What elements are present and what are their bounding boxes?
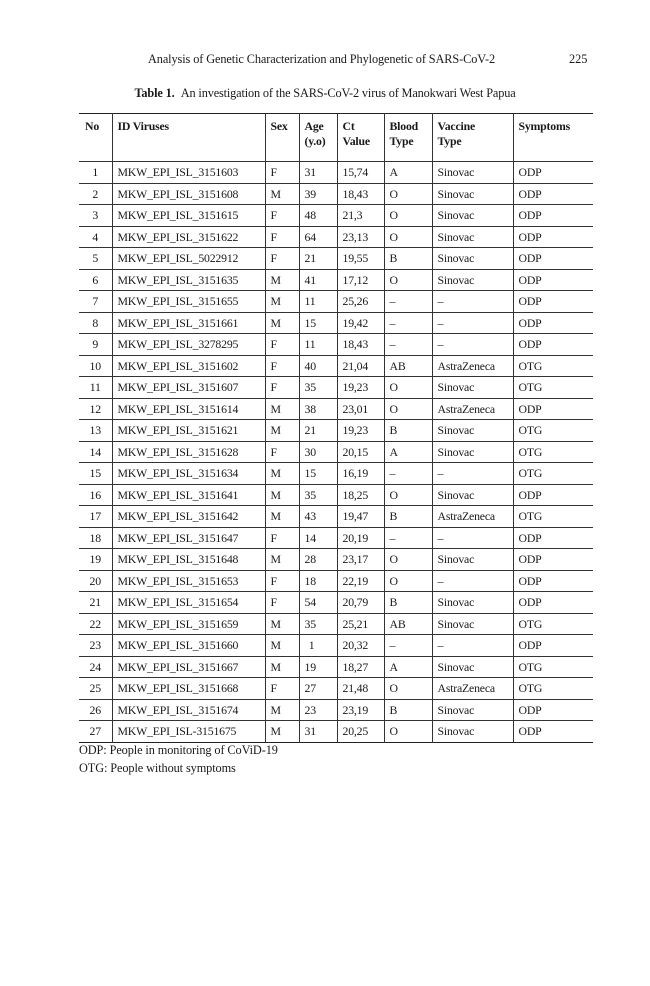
cell-sex: M [265,506,299,528]
cell-symptoms: ODP [513,162,593,184]
cell-sex: M [265,635,299,657]
cell-age: 39 [299,183,337,205]
cell-blood-type: A [384,656,432,678]
cell-sex: M [265,484,299,506]
table-row [79,506,593,528]
table-row [79,570,593,592]
column-header-line1: Vaccine [437,119,475,133]
cell-vaccine-type: – [432,334,513,356]
cell-symptoms: ODP [513,334,593,356]
table-row [79,441,593,463]
cell-blood-type: O [384,484,432,506]
cell-symptoms: ODP [513,269,593,291]
cell-age: 40 [299,355,337,377]
cell-id-viruses: MKW_EPI_ISL_3151634 [112,463,265,485]
cell-sex: F [265,592,299,614]
cell-symptoms: ODP [513,592,593,614]
cell-blood-type: AB [384,355,432,377]
cell-id-viruses: MKW_EPI_ISL_3151603 [112,162,265,184]
table-row [79,656,593,678]
table-row [79,398,593,420]
cell-ct-value: 21,3 [337,205,384,227]
cell-vaccine-type: Sinovac [432,656,513,678]
cell-age: 23 [299,699,337,721]
cell-vaccine-type: AstraZeneca [432,355,513,377]
column-header-symptoms [513,114,593,162]
cell-age: 19 [299,656,337,678]
table-notes [79,741,278,777]
cell-age: 38 [299,398,337,420]
cell-age: 43 [299,506,337,528]
cell-ct-value: 23,01 [337,398,384,420]
cell-blood-type: O [384,183,432,205]
cell-blood-type: A [384,162,432,184]
cell-vaccine-type: AstraZeneca [432,678,513,700]
cell-symptoms: ODP [513,570,593,592]
cell-age: 64 [299,226,337,248]
cell-vaccine-type: – [432,463,513,485]
cell-age: 31 [299,162,337,184]
cell-id-viruses: MKW_EPI_ISL_5022912 [112,248,265,270]
cell-id-viruses: MKW_EPI_ISL_3151667 [112,656,265,678]
cell-symptoms: OTG [513,613,593,635]
cell-vaccine-type: Sinovac [432,420,513,442]
cell-age: 1 [299,635,337,657]
cell-no: 15 [89,466,101,480]
cell-blood-type: O [384,269,432,291]
cell-blood-type: – [384,527,432,549]
cell-id-viruses: MKW_EPI_ISL_3151642 [112,506,265,528]
cell-no: 22 [89,616,101,631]
cell-no: 23 [89,638,101,652]
table-row [79,699,593,721]
cell-ct-value: 21,48 [337,678,384,700]
cell-no: 17 [89,509,101,523]
cell-vaccine-type: AstraZeneca [432,398,513,420]
cell-blood-type: O [384,721,432,743]
cell-no: 14 [89,444,101,459]
cell-id-viruses: MKW_EPI_ISL_3151668 [112,678,265,700]
cell-no: 16 [89,487,101,502]
cell-ct-value: 23,17 [337,549,384,571]
cell-age: 35 [299,484,337,506]
cell-sex: M [265,420,299,442]
cell-id-viruses: MKW_EPI_ISL_3151660 [112,635,265,657]
table-caption [0,86,650,101]
cell-symptoms: ODP [513,183,593,205]
column-header-sex [265,114,299,162]
cell-id-viruses: MKW_EPI_ISL_3151648 [112,549,265,571]
column-header-ct-value [337,114,384,162]
cell-vaccine-type: Sinovac [432,205,513,227]
cell-no: 25 [89,681,101,695]
cell-blood-type: A [384,441,432,463]
cell-sex: F [265,570,299,592]
cell-ct-value: 18,25 [337,484,384,506]
cell-vaccine-type: Sinovac [432,484,513,506]
cell-blood-type: – [384,312,432,334]
cell-sex: F [265,248,299,270]
cell-id-viruses: MKW_EPI_ISL_3151655 [112,291,265,313]
column-header-line1: Ct [342,119,355,133]
note-otg: OTG: People without symptoms [79,761,236,775]
cell-id-viruses: MKW_EPI_ISL_3151653 [112,570,265,592]
cell-no: 11 [89,380,101,394]
column-header-line1: Sex [270,119,288,133]
cell-ct-value: 18,43 [337,334,384,356]
cell-sex: F [265,527,299,549]
column-header-id-viruses [112,114,265,162]
cell-ct-value: 19,55 [337,248,384,270]
cell-ct-value: 23,19 [337,699,384,721]
table-row [79,678,593,700]
cell-blood-type: O [384,678,432,700]
cell-blood-type: O [384,205,432,227]
cell-blood-type: – [384,334,432,356]
cell-symptoms: ODP [513,635,593,657]
table-row [79,355,593,377]
cell-ct-value: 23,13 [337,226,384,248]
cell-age: 18 [299,570,337,592]
cell-sex: F [265,162,299,184]
cell-ct-value: 20,15 [337,441,384,463]
cell-id-viruses: MKW_EPI_ISL_3278295 [112,334,265,356]
cell-age: 28 [299,549,337,571]
cell-no: 19 [89,552,101,566]
cell-vaccine-type: – [432,570,513,592]
cell-symptoms: OTG [513,656,593,678]
cell-age: 11 [299,334,337,356]
cell-id-viruses: MKW_EPI_ISL_3151614 [112,398,265,420]
column-header-blood-type [384,114,432,162]
cell-blood-type: B [384,592,432,614]
cell-id-viruses: MKW_EPI_ISL_3151661 [112,312,265,334]
cell-ct-value: 18,27 [337,656,384,678]
cell-vaccine-type: Sinovac [432,226,513,248]
cell-ct-value: 19,23 [337,420,384,442]
cell-ct-value: 15,74 [337,162,384,184]
cell-sex: M [265,721,299,743]
table-row [79,312,593,334]
cell-symptoms: OTG [513,377,593,399]
cell-no: 9 [92,337,99,351]
cell-sex: F [265,441,299,463]
note-odp: ODP: People in monitoring of CoViD-19 [79,743,278,757]
cell-symptoms: ODP [513,226,593,248]
cell-id-viruses: MKW_EPI_ISL_3151674 [112,699,265,721]
column-header-line1: Blood [389,119,419,133]
table-row [79,183,593,205]
cell-id-viruses: MKW_EPI_ISL_3151659 [112,613,265,635]
cell-age: 35 [299,613,337,635]
cell-sex: F [265,355,299,377]
cell-ct-value: 25,26 [337,291,384,313]
cell-ct-value: 19,23 [337,377,384,399]
cell-no: 8 [92,315,99,330]
cell-no: 20 [89,573,101,588]
running-title: Analysis of Genetic Characterization and Phylogenetic of SARS-CoV-2 [148,52,495,66]
table-row [79,463,593,485]
cell-no: 6 [92,272,99,287]
cell-no: 1 [92,165,99,179]
table-row [79,226,593,248]
cell-no: 2 [92,186,99,201]
cell-symptoms: ODP [513,699,593,721]
cell-vaccine-type: – [432,527,513,549]
cell-age: 15 [299,463,337,485]
cell-blood-type: B [384,506,432,528]
cell-age: 27 [299,678,337,700]
cell-sex: M [265,183,299,205]
cell-id-viruses: MKW_EPI_ISL_3151628 [112,441,265,463]
table-row [79,549,593,571]
table-row [79,527,593,549]
cell-ct-value: 16,19 [337,463,384,485]
cell-no: 24 [89,659,101,674]
column-header-line1: No [85,119,100,133]
cell-no: 12 [89,401,101,416]
table-row [79,334,593,356]
cell-ct-value: 21,04 [337,355,384,377]
cell-id-viruses: MKW_EPI_ISL_3151621 [112,420,265,442]
cell-id-viruses: MKW_EPI_ISL_3151615 [112,205,265,227]
table-row [79,592,593,614]
cell-vaccine-type: Sinovac [432,377,513,399]
cell-age: 11 [299,291,337,313]
cell-symptoms: ODP [513,291,593,313]
table-row [79,613,593,635]
cell-sex: F [265,205,299,227]
table-row [79,248,593,270]
cell-vaccine-type: Sinovac [432,549,513,571]
cell-sex: F [265,226,299,248]
cell-id-viruses: MKW_EPI_ISL_3151647 [112,527,265,549]
data-table [79,113,593,743]
column-header-line2: Value [342,134,370,148]
cell-sex: F [265,678,299,700]
cell-symptoms: OTG [513,441,593,463]
cell-blood-type: B [384,699,432,721]
cell-age: 35 [299,377,337,399]
cell-blood-type: O [384,398,432,420]
cell-vaccine-type: Sinovac [432,699,513,721]
cell-sex: F [265,377,299,399]
cell-no: 5 [92,251,99,265]
column-header-age [299,114,337,162]
cell-symptoms: OTG [513,678,593,700]
cell-vaccine-type: – [432,291,513,313]
cell-symptoms: ODP [513,484,593,506]
cell-sex: M [265,463,299,485]
cell-ct-value: 25,21 [337,613,384,635]
cell-blood-type: – [384,463,432,485]
cell-no: 4 [92,229,99,244]
column-header-line1: Symptoms [518,119,570,133]
table-row [79,291,593,313]
cell-symptoms: ODP [513,205,593,227]
cell-ct-value: 19,47 [337,506,384,528]
cell-symptoms: ODP [513,721,593,743]
table-row [79,420,593,442]
cell-sex: M [265,269,299,291]
cell-no: 18 [89,530,101,545]
table-row [79,269,593,291]
cell-vaccine-type: Sinovac [432,248,513,270]
cell-age: 21 [299,248,337,270]
cell-ct-value: 19,42 [337,312,384,334]
page-number: 225 [569,52,588,66]
table-row [79,205,593,227]
table-body [79,162,593,743]
table-row [79,162,593,184]
cell-no: 13 [89,423,101,437]
cell-age: 31 [299,721,337,743]
cell-vaccine-type: – [432,635,513,657]
cell-symptoms: ODP [513,312,593,334]
cell-symptoms: OTG [513,506,593,528]
cell-ct-value: 20,19 [337,527,384,549]
cell-ct-value: 20,25 [337,721,384,743]
cell-sex: M [265,699,299,721]
cell-sex: F [265,334,299,356]
cell-no: 21 [89,595,101,609]
cell-ct-value: 17,12 [337,269,384,291]
cell-ct-value: 20,79 [337,592,384,614]
table-row [79,377,593,399]
cell-symptoms: OTG [513,355,593,377]
cell-ct-value: 18,43 [337,183,384,205]
cell-ct-value: 22,19 [337,570,384,592]
cell-no: 26 [89,702,101,717]
column-header-no [79,114,112,162]
table-row [79,635,593,657]
cell-sex: M [265,613,299,635]
cell-symptoms: ODP [513,398,593,420]
cell-age: 54 [299,592,337,614]
cell-blood-type: AB [384,613,432,635]
cell-blood-type: – [384,291,432,313]
column-header-vaccine-type [432,114,513,162]
cell-blood-type: O [384,549,432,571]
cell-sex: M [265,398,299,420]
cell-id-viruses: MKW_EPI_ISL-3151675 [112,721,265,743]
cell-id-viruses: MKW_EPI_ISL_3151635 [112,269,265,291]
cell-age: 15 [299,312,337,334]
cell-symptoms: ODP [513,527,593,549]
cell-no: 27 [89,724,101,738]
cell-age: 14 [299,527,337,549]
cell-no: 10 [89,358,101,373]
cell-vaccine-type: Sinovac [432,592,513,614]
cell-age: 21 [299,420,337,442]
column-header-line1: ID Viruses [117,119,169,133]
cell-vaccine-type: – [432,312,513,334]
cell-no: 3 [92,208,99,222]
table-row [79,484,593,506]
cell-age: 30 [299,441,337,463]
column-header-line2: (y.o) [304,134,326,148]
cell-blood-type: O [384,226,432,248]
cell-blood-type: O [384,570,432,592]
cell-vaccine-type: Sinovac [432,441,513,463]
table-row [79,721,593,743]
cell-symptoms: ODP [513,248,593,270]
cell-age: 41 [299,269,337,291]
cell-symptoms: OTG [513,420,593,442]
cell-id-viruses: MKW_EPI_ISL_3151654 [112,592,265,614]
table-caption-text: An investigation of the SARS-CoV-2 virus of Manokwari West Papua [180,86,516,100]
cell-vaccine-type: Sinovac [432,613,513,635]
cell-symptoms: OTG [513,463,593,485]
table-header-row [79,114,593,162]
cell-blood-type: B [384,420,432,442]
cell-age: 48 [299,205,337,227]
cell-no: 7 [92,294,99,308]
cell-vaccine-type: AstraZeneca [432,506,513,528]
cell-vaccine-type: Sinovac [432,183,513,205]
cell-id-viruses: MKW_EPI_ISL_3151607 [112,377,265,399]
cell-sex: M [265,549,299,571]
cell-id-viruses: MKW_EPI_ISL_3151602 [112,355,265,377]
cell-blood-type: B [384,248,432,270]
cell-ct-value: 20,32 [337,635,384,657]
cell-id-viruses: MKW_EPI_ISL_3151622 [112,226,265,248]
column-header-line1: Age [304,119,324,133]
cell-blood-type: – [384,635,432,657]
cell-symptoms: ODP [513,549,593,571]
cell-id-viruses: MKW_EPI_ISL_3151608 [112,183,265,205]
cell-id-viruses: MKW_EPI_ISL_3151641 [112,484,265,506]
cell-sex: M [265,312,299,334]
cell-vaccine-type: Sinovac [432,269,513,291]
cell-blood-type: O [384,377,432,399]
cell-vaccine-type: Sinovac [432,721,513,743]
table-label: Table 1. [134,86,175,100]
cell-sex: M [265,656,299,678]
column-header-line2: Type [389,134,414,148]
column-header-line2: Type [437,134,462,148]
cell-vaccine-type: Sinovac [432,162,513,184]
cell-sex: M [265,291,299,313]
